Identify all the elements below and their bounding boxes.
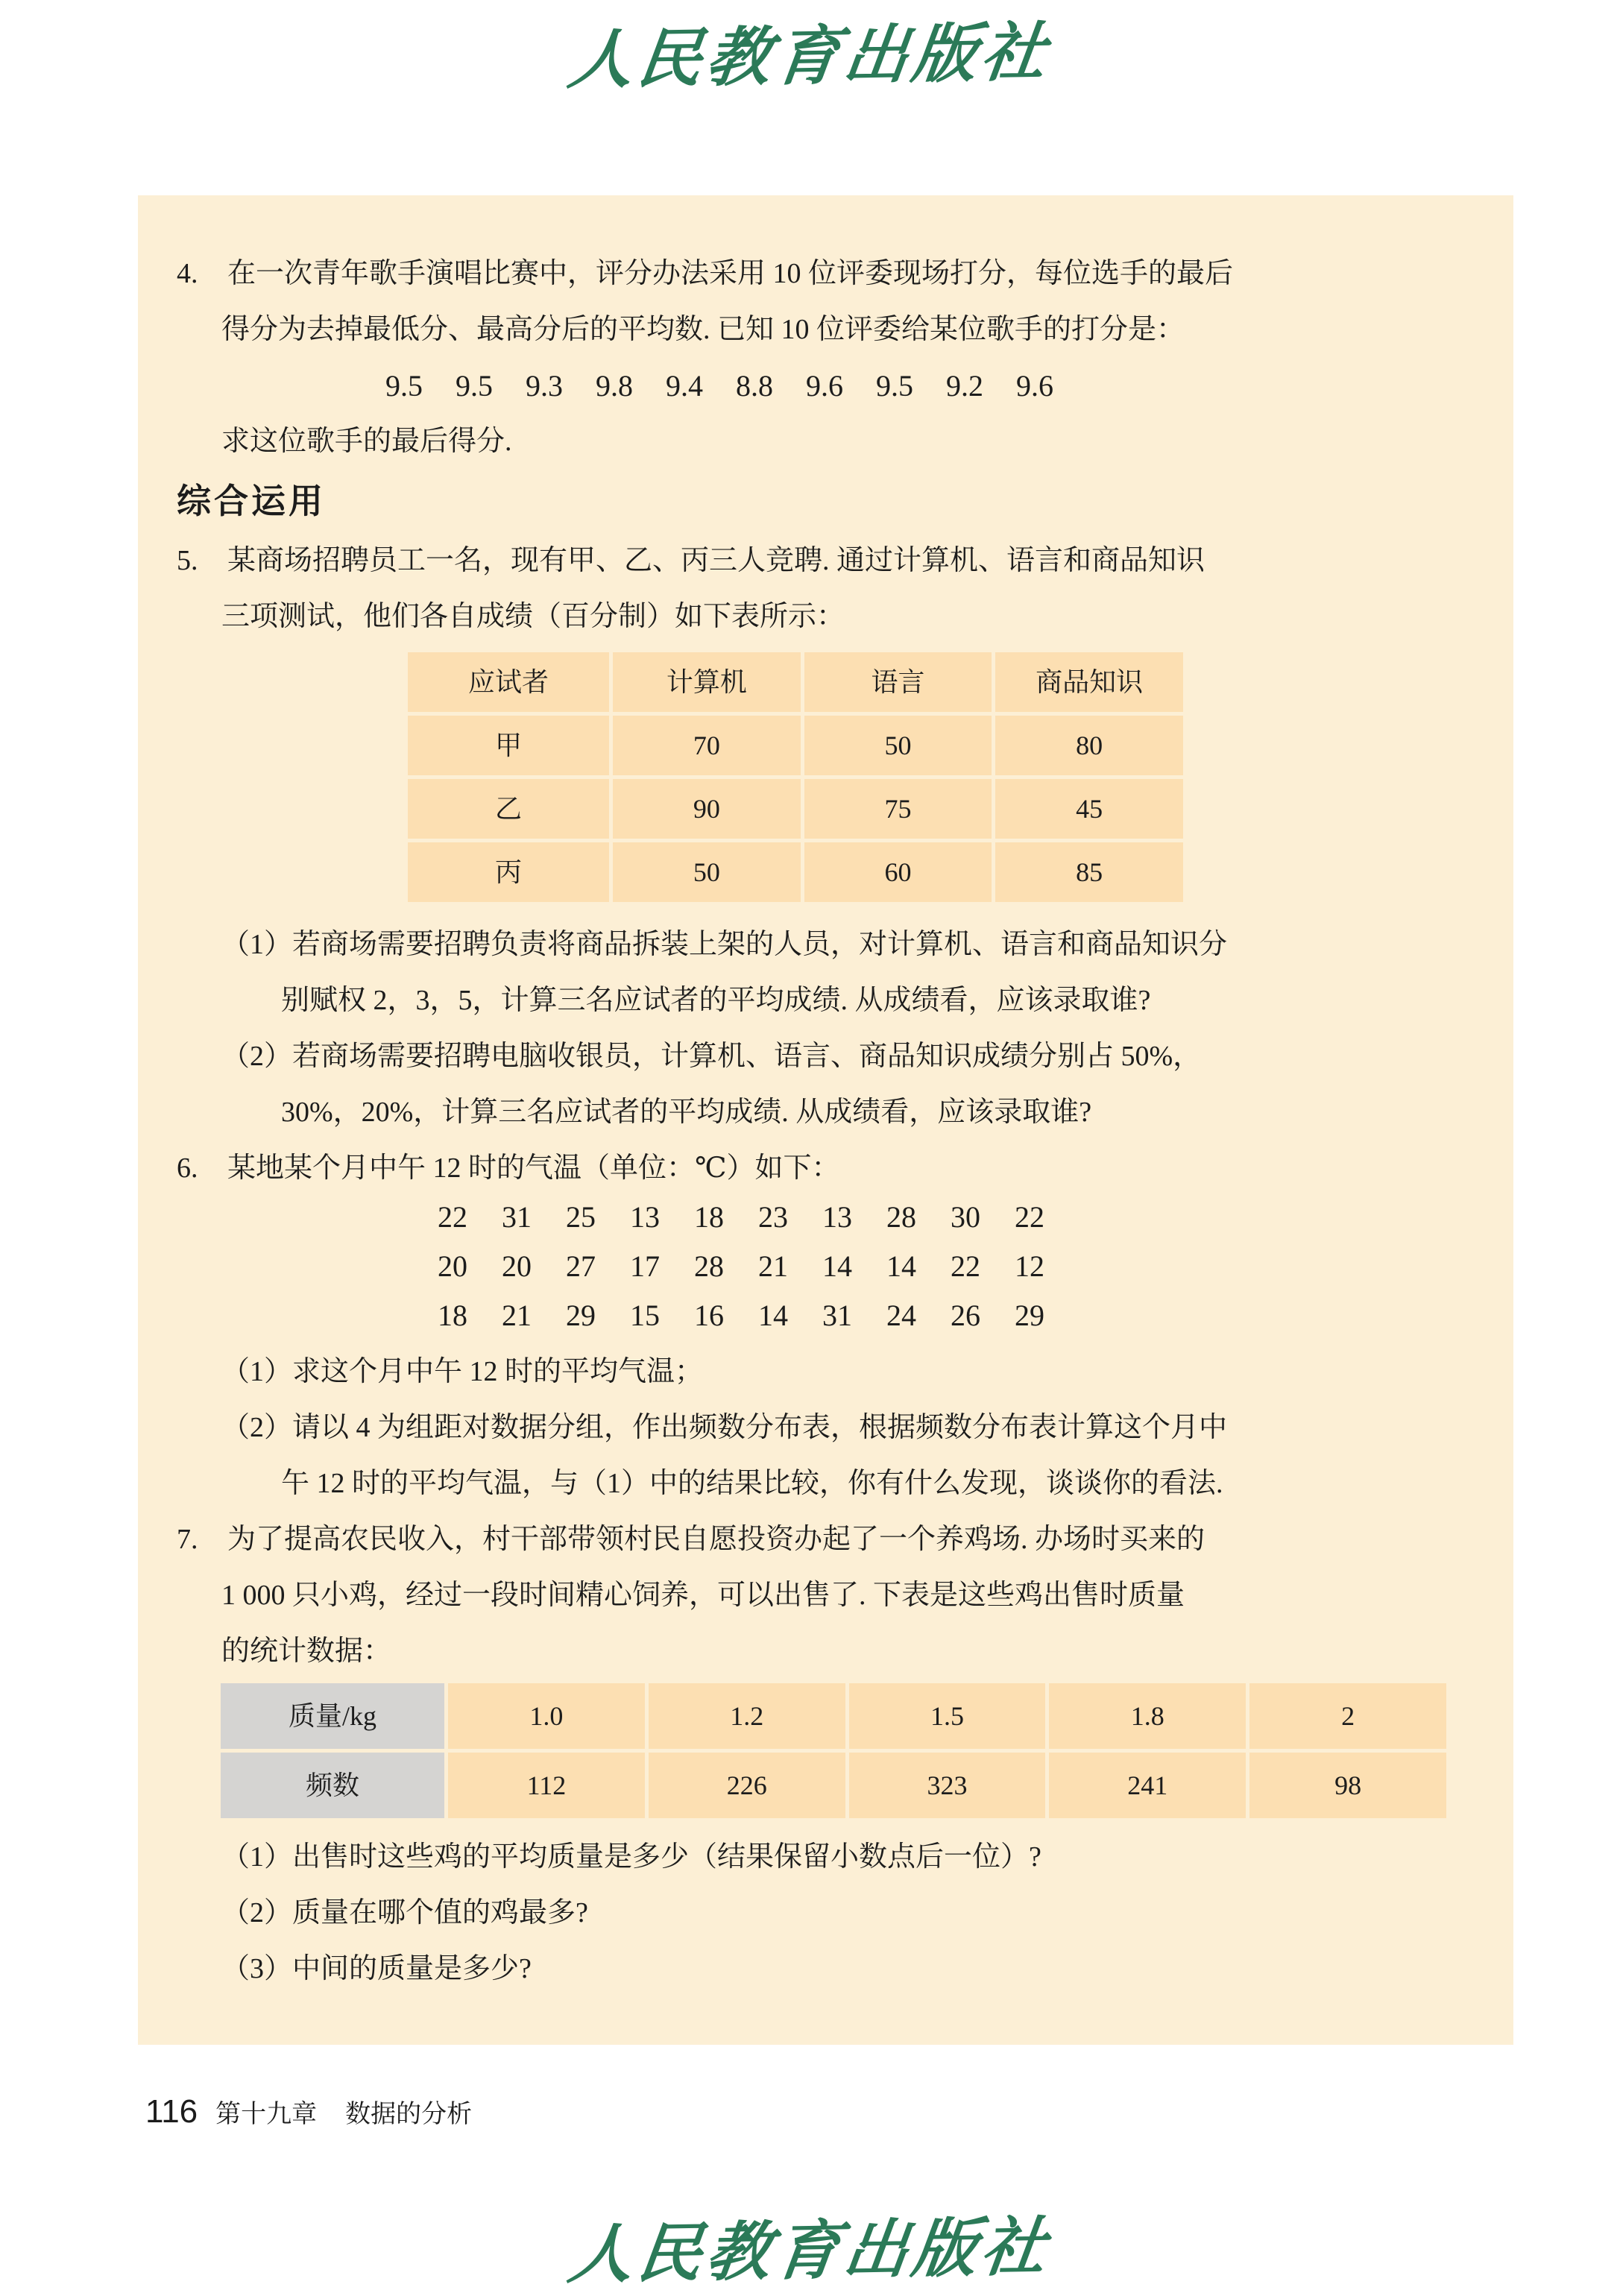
table-cell: 85: [995, 842, 1183, 902]
value: 23: [758, 1200, 788, 1234]
exercise-6-item-2-line-1: （2）请以 4 为组距对数据分组，作出频数分布表，根据频数分布表计算这个月中: [221, 1412, 1228, 1443]
exercise-4-line-3: 求这位歌手的最后得分.: [221, 426, 512, 457]
value: 13: [630, 1200, 660, 1234]
exercise-5-text-1: 某商场招聘员工一名，现有甲、乙、丙三人竞聘. 通过计算机、语言和商品知识: [227, 545, 1205, 576]
value: 12: [1015, 1249, 1044, 1283]
value: 28: [886, 1200, 916, 1234]
table-cell: 应试者: [408, 652, 609, 712]
page-footer: [145, 2093, 472, 2131]
table-cell: 45: [995, 779, 1183, 839]
exercise-7-text-1: 为了提高农民收入，村干部带领村民自愿投资办起了一个养鸡场. 办场时买来的: [227, 1524, 1205, 1555]
exercise-7-item-2: （2）质量在哪个值的鸡最多?: [221, 1897, 588, 1928]
exercise-5-item-1-line-1: （1）若商场需要招聘负责将商品拆装上架的人员，对计算机、语言和商品知识分: [221, 929, 1228, 960]
page-number: 116: [145, 2093, 198, 2130]
table-cell: 226: [649, 1753, 845, 1818]
table-cell: 1.0: [448, 1683, 645, 1749]
exercise-4-line-1: [177, 246, 1469, 302]
value: 20: [438, 1249, 467, 1283]
value: 28: [694, 1249, 724, 1283]
exercise-5-item-2-line-2: 30%，20%，计算三名应试者的平均成绩. 从成绩看，应该录取谁?: [281, 1097, 1092, 1128]
table-cell: 计算机: [613, 652, 801, 712]
value: 9.3: [526, 369, 563, 403]
exercise-4: [177, 246, 1469, 470]
value: 22: [438, 1200, 467, 1234]
value: 24: [886, 1299, 916, 1332]
exercise-7: [177, 1512, 1469, 1997]
table-row: [408, 716, 1183, 775]
exercise-5-item-2-line-1: （2）若商场需要招聘电脑收银员，计算机、语言、商品知识成绩分别占 50%，: [221, 1041, 1202, 1072]
exercise-7-line-2: 1 000 只小鸡，经过一段时间精心饲养，可以出售了. 下表是这些鸡出售时质量: [221, 1580, 1185, 1611]
exercise-6-line-1: [177, 1141, 1469, 1196]
exercise-5-line-1: [177, 533, 1469, 589]
value: 18: [438, 1299, 467, 1332]
table-row: [221, 1683, 1446, 1749]
value: 9.2: [946, 369, 983, 403]
table-cell: 323: [849, 1753, 1046, 1818]
table-row: [408, 652, 1183, 712]
temperature-row-3: [177, 1291, 1469, 1340]
exercise-4-line-2: 得分为去掉最低分、最高分后的平均数. 已知 10 位评委给某位歌手的打分是：: [221, 314, 1185, 345]
exercise-7-item-1: （1）出售时这些鸡的平均质量是多少（结果保留小数点后一位）?: [221, 1841, 1041, 1873]
table-row: [408, 842, 1183, 902]
publisher-logo-bottom: [0, 2199, 1620, 2292]
value: 31: [822, 1299, 852, 1332]
value: 25: [566, 1200, 596, 1234]
value: 18: [694, 1200, 724, 1234]
section-heading: 综合运用: [177, 482, 326, 520]
value: 8.8: [736, 369, 773, 403]
table-cell: 80: [995, 716, 1183, 775]
table-cell: 语言: [804, 652, 992, 712]
value: 30: [951, 1200, 980, 1234]
value: 9.6: [1016, 369, 1053, 403]
table-cell: 质量/kg: [221, 1683, 444, 1749]
value: 9.6: [806, 369, 843, 403]
table-cell: 1.2: [649, 1683, 845, 1749]
table-cell: 商品知识: [995, 652, 1183, 712]
value: 27: [566, 1249, 596, 1283]
value: 9.5: [456, 369, 493, 403]
table-cell: 112: [448, 1753, 645, 1818]
table-cell: 98: [1249, 1753, 1446, 1818]
value: 15: [630, 1299, 660, 1332]
mass-frequency-table: [217, 1680, 1450, 1822]
table-cell: 频数: [221, 1753, 444, 1818]
value: 21: [502, 1299, 532, 1332]
value: 20: [502, 1249, 532, 1283]
value: 9.8: [596, 369, 633, 403]
exercise-4-scores-row: [177, 358, 1469, 414]
temperature-row-2: [177, 1242, 1469, 1291]
value: 21: [758, 1249, 788, 1283]
candidates-score-table: [404, 649, 1187, 906]
table-cell: 50: [613, 842, 801, 902]
table-cell: 甲: [408, 716, 609, 775]
exercise-7-line-1: [177, 1512, 1469, 1568]
value: 9.4: [666, 369, 703, 403]
exercise-4-number: 4.: [177, 258, 198, 289]
table-cell: 丙: [408, 842, 609, 902]
value: 14: [822, 1249, 852, 1283]
value: 29: [566, 1299, 596, 1332]
chapter-label: 第十九章: [215, 2100, 318, 2128]
value: 13: [822, 1200, 852, 1234]
exercise-7-item-3: （3）中间的质量是多少?: [221, 1953, 532, 1984]
value: 17: [630, 1249, 660, 1283]
table-cell: 241: [1049, 1753, 1246, 1818]
table-cell: 50: [804, 716, 992, 775]
table-cell: 90: [613, 779, 801, 839]
exercise-6-number: 6.: [177, 1152, 198, 1184]
publisher-logo-text: 人民教育出版社: [564, 16, 1055, 97]
table-cell: 70: [613, 716, 801, 775]
value: 16: [694, 1299, 724, 1332]
value: 14: [758, 1299, 788, 1332]
value: 9.5: [876, 369, 913, 403]
exercise-panel: [138, 195, 1513, 2045]
table-cell: 75: [804, 779, 992, 839]
exercise-7-number: 7.: [177, 1524, 198, 1555]
exercise-5-number: 5.: [177, 545, 198, 576]
value: 29: [1015, 1299, 1044, 1332]
exercise-4-text-1: 在一次青年歌手演唱比赛中，评分办法采用 10 位评委现场打分，每位选手的最后: [227, 258, 1234, 289]
value: 26: [951, 1299, 980, 1332]
exercise-5: [177, 533, 1469, 1141]
chapter-title: 数据的分析: [345, 2100, 473, 2128]
table-row: [408, 779, 1183, 839]
publisher-logo-bottom-text: 人民教育出版社: [564, 2211, 1055, 2292]
table-cell: 1.8: [1049, 1683, 1246, 1749]
value: 14: [886, 1249, 916, 1283]
table-cell: 乙: [408, 779, 609, 839]
exercise-5-item-1-line-2: 别赋权 2，3，5，计算三名应试者的平均成绩. 从成绩看，应该录取谁?: [281, 985, 1151, 1016]
table-row: [221, 1753, 1446, 1818]
value: 22: [951, 1249, 980, 1283]
table-cell: 60: [804, 842, 992, 902]
exercise-7-line-3: 的统计数据：: [221, 1636, 392, 1667]
value: 9.5: [385, 369, 423, 403]
value: 31: [502, 1200, 532, 1234]
publisher-logo-top: [0, 4, 1620, 97]
table-cell: 2: [1249, 1683, 1446, 1749]
value: 22: [1015, 1200, 1044, 1234]
exercise-5-line-2: 三项测试，他们各自成绩（百分制）如下表所示：: [221, 601, 845, 632]
exercise-6: [177, 1141, 1469, 1512]
temperature-row-1: [177, 1193, 1469, 1242]
exercise-6-item-1: （1）求这个月中午 12 时的平均气温；: [221, 1356, 704, 1387]
table-cell: 1.5: [849, 1683, 1046, 1749]
exercise-6-item-2-line-2: 午 12 时的平均气温，与（1）中的结果比较，你有什么发现，谈谈你的看法.: [281, 1468, 1223, 1499]
exercise-6-text-1: 某地某个月中午 12 时的气温（单位：℃）如下：: [227, 1152, 840, 1184]
exercise-panel-content: [138, 195, 1513, 1997]
